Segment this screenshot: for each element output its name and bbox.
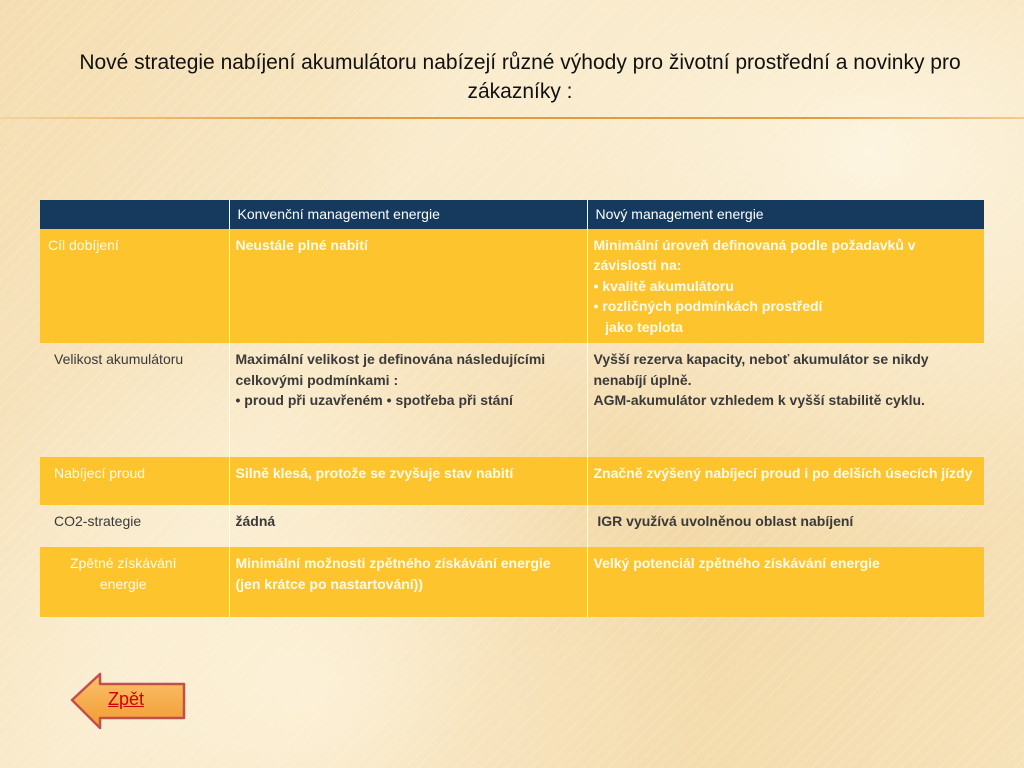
cell-line: AGM-akumulátor vzhledem k vyšší stabilitě cyklu. [593, 392, 925, 408]
cell-conventional [229, 343, 587, 457]
table-header-row [40, 200, 984, 229]
header-conventional: Konvenční management energie [229, 200, 587, 229]
row-label: Nabíjecí proud [40, 457, 229, 505]
table-row [40, 505, 984, 547]
cell-line: Minimální úroveň definovaná podle požadavků v závislosti na: [593, 236, 916, 273]
table-row [40, 547, 984, 617]
cell-conventional: Neustále plné nabití [229, 229, 587, 344]
header-empty [40, 200, 229, 229]
cell-new: Značně zvýšený nabíjecí proud i po delších úsecích jízdy [587, 457, 984, 505]
row-label: Cíl dobíjení [40, 229, 229, 344]
row-label: CO2-strategie [54, 513, 142, 529]
header-new: Nový management energie [587, 200, 984, 229]
cell-new [587, 343, 984, 457]
cell-new [587, 229, 984, 344]
cell-line: • kvalitě akumulátoru [593, 277, 734, 294]
row-label: Zpětné získávání energie [40, 547, 229, 617]
cell-line: • proud při uzavřeném • spotřeba při stání [235, 392, 513, 408]
cell-conventional [229, 547, 587, 617]
table-row [40, 343, 984, 457]
table-row [40, 457, 984, 505]
cell-conventional: Silně klesá, protože se zvyšuje stav nabití [229, 457, 587, 505]
cell-conventional: žádná [229, 505, 587, 547]
cell-line: • rozličných podmínkách prostředí [593, 298, 823, 314]
back-button[interactable] [70, 672, 190, 732]
cell-line: jako teplota [593, 318, 683, 335]
cell-new: IGR využívá uvolněnou oblast nabíjení [587, 505, 984, 547]
cell-line: Minimální možnosti zpětného získávání energie [235, 555, 551, 571]
row-label: Velikost akumulátoru [54, 351, 184, 367]
cell-line: Maximální velikost je definována následujícími celkovými podmínkami : [235, 351, 546, 388]
title-divider [0, 117, 1024, 119]
cell-line: (jen krátce po nastartování)) [235, 575, 423, 592]
table-row [40, 229, 984, 344]
comparison-table [40, 200, 984, 617]
slide-title: Nové strategie nabíjení akumulátoru nabízejí různé výhody pro životní prostřední a novinky pro zákazníky : [79, 51, 961, 103]
back-button-label[interactable]: Zpět [108, 689, 145, 709]
cell-new: Velký potenciál zpětného získávání energie [587, 547, 984, 617]
cell-line: Vyšší rezerva kapacity, neboť akumulátor se nikdy nenabíjí úplně. [593, 351, 929, 388]
